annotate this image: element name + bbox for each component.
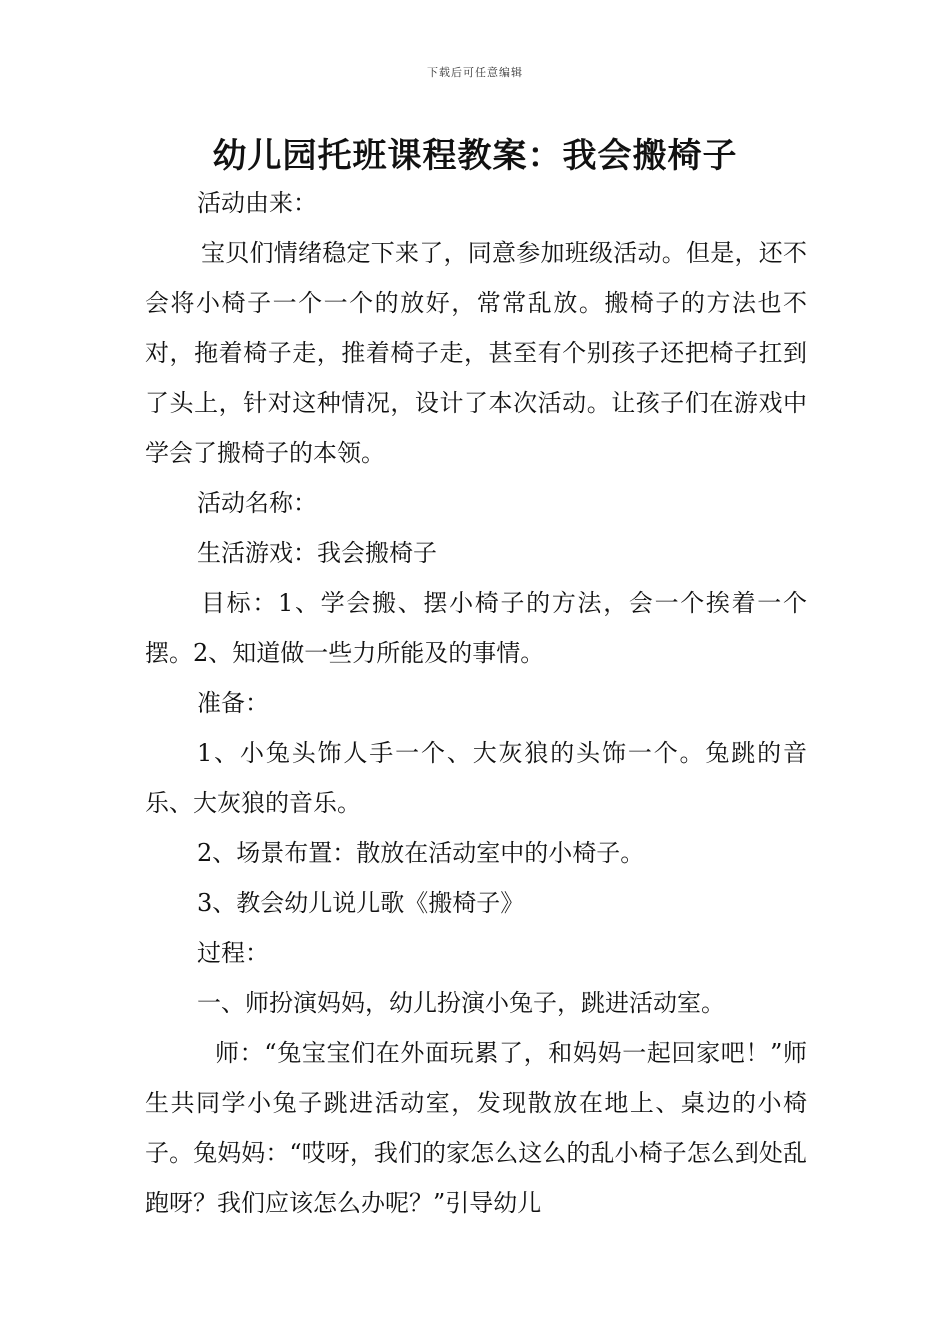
paragraph-process-dialogue: 师：“兔宝宝们在外面玩累了，和妈妈一起回家吧！”师生共同学小兔子跳进活动室，发现散放在地上、桌边的小椅子。兔妈妈：“哎呀，我们的家怎么这么的乱小椅子怎么到处乱跑呀？我们应该怎么办呢？”引导幼儿 <box>145 1039 807 1217</box>
paragraph-preparation-1: 1、小兔头饰人手一个、大灰狼的头饰一个。兔跳的音乐、大灰狼的音乐。 <box>145 739 807 817</box>
document-body <box>145 178 807 1228</box>
page-title: 幼儿园托班课程教案：我会搬椅子 <box>212 136 738 176</box>
paragraph-name: 生活游戏：我会搬椅子 <box>197 539 437 567</box>
paragraph-origin: 宝贝们情绪稳定下来了，同意参加班级活动。但是，还不会将小椅子一个一个的放好，常常乱放。搬椅子的方法也不对，拖着椅子走，推着椅子走，甚至有个别孩子还把椅子扛到了头上，针对这种情况，设计了本次活动。让孩子们在游戏中学会了搬椅子的本领。 <box>145 239 807 467</box>
section-heading-preparation: 准备： <box>197 689 269 717</box>
paragraph-process-1: 一、师扮演妈妈，幼儿扮演小兔子，跳进活动室。 <box>197 989 725 1017</box>
paragraph-preparation-2: 2、场景布置：散放在活动室中的小椅子。 <box>197 839 645 867</box>
section-heading-origin: 活动由来： <box>197 189 317 217</box>
paragraph-goals: 目标：1、学会搬、摆小椅子的方法，会一个挨着一个摆。2、知道做一些力所能及的事情。 <box>145 589 807 667</box>
section-heading-name: 活动名称： <box>197 489 317 517</box>
section-heading-process: 过程： <box>197 939 269 967</box>
paragraph-preparation-3: 3、教会幼儿说儿歌《搬椅子》 <box>197 889 525 917</box>
header-note: 下载后可任意编辑 <box>427 66 523 79</box>
